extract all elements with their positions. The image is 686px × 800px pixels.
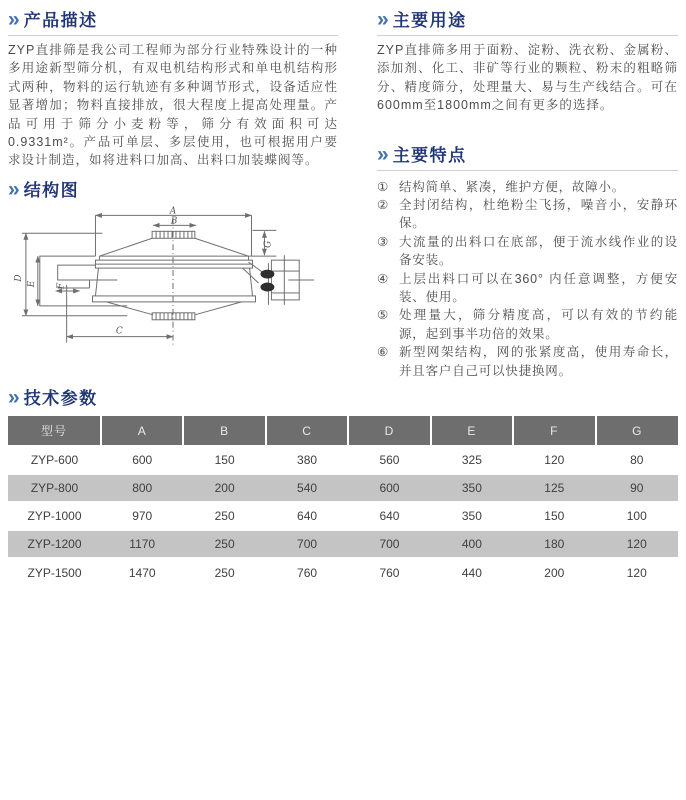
- section-divider: [377, 35, 678, 36]
- section-divider: [377, 170, 678, 171]
- value-cell: 200: [513, 558, 595, 586]
- value-cell: 640: [266, 502, 348, 530]
- model-cell: ZYP-1500: [8, 558, 101, 586]
- section-title: 结构图: [23, 180, 80, 200]
- value-cell: 700: [348, 530, 430, 558]
- column-header: A: [101, 416, 183, 446]
- value-cell: 540: [266, 474, 348, 502]
- tech-params-table: [8, 416, 678, 586]
- value-cell: 970: [101, 502, 183, 530]
- value-cell: 440: [431, 558, 513, 586]
- value-cell: 180: [513, 530, 595, 558]
- value-cell: 120: [513, 446, 595, 474]
- column-header: E: [431, 416, 513, 446]
- clamp-bolt: [260, 269, 274, 278]
- model-cell: ZYP-800: [8, 474, 101, 502]
- value-cell: 250: [183, 558, 265, 586]
- table-row: [8, 474, 678, 502]
- value-cell: 1170: [101, 530, 183, 558]
- section-title: 产品描述: [23, 11, 98, 30]
- double-chevron-icon: »: [8, 386, 17, 410]
- dim-label-d: D: [13, 274, 24, 282]
- value-cell: 250: [183, 502, 265, 530]
- value-cell: 600: [101, 446, 183, 474]
- value-cell: 200: [183, 474, 265, 502]
- features-list: [377, 178, 678, 380]
- dim-label-g: G: [263, 240, 274, 248]
- feature-number: ①: [377, 179, 390, 194]
- value-cell: 120: [596, 558, 678, 586]
- right-column: [377, 10, 678, 380]
- product-description-text: ZYP直排筛是我公司工程师为部分行业特殊设计的一种多用途新型筛分机，有双电机结构形式和单电机结构形式两种，物料的运行轨迹有多种调节形式，设备适应性显著增加；物料直接排放，很大程度上提高处理量。产品可用于筛分小麦粉等，筛分有效面积可达0.9331m²。产品可单层、多层使用，也可根据用户要求设计制造，如将进料口加高、出料口加装蝶阀等。: [8, 43, 338, 168]
- value-cell: 760: [348, 558, 430, 586]
- table-row: [8, 446, 678, 474]
- feature-text: 大流量的出料口在底部，便于流水线作业的设备安装。: [399, 234, 678, 268]
- feature-number: ⑥: [377, 345, 390, 360]
- table-header-row: [8, 416, 678, 446]
- table-row: [8, 558, 678, 586]
- column-header: 型号: [8, 416, 101, 446]
- section-header-main-uses: [377, 10, 678, 32]
- column-header: F: [513, 416, 595, 446]
- value-cell: 800: [101, 474, 183, 502]
- value-cell: 640: [348, 502, 430, 530]
- feature-text: 上层出料口可以在360° 内任意调整，方便安装、使用。: [399, 271, 678, 305]
- table-row: [8, 502, 678, 530]
- section-header-product-description: [8, 10, 338, 32]
- value-cell: 400: [431, 530, 513, 558]
- feature-text: 结构简单、紧凑，维护方便，故障小。: [399, 179, 626, 194]
- feature-number: ②: [377, 198, 390, 213]
- value-cell: 350: [431, 474, 513, 502]
- value-cell: 125: [513, 474, 595, 502]
- dim-label-c: C: [115, 326, 123, 337]
- list-item: [377, 270, 678, 307]
- column-header: D: [348, 416, 430, 446]
- section-title: 主要用途: [392, 11, 467, 30]
- list-item: [377, 196, 678, 233]
- feature-text: 处理量大，筛分精度高，可以有效的节约能源，起到事半功倍的效果。: [399, 308, 678, 341]
- left-column: [8, 10, 338, 380]
- feature-number: ③: [377, 234, 390, 249]
- list-item: [377, 178, 678, 196]
- value-cell: 325: [431, 446, 513, 474]
- model-cell: ZYP-600: [8, 446, 101, 474]
- main-uses-text: ZYP直排筛多用于面粉、淀粉、洗衣粉、金属粉、添加剂、化工、非矿等行业的颗粒、粉末的粗略筛分、精度筛分，处理量大、易与生产线结合。可在600mm至1800mm之间有更多的选择。: [377, 43, 678, 113]
- dim-label-b: B: [170, 216, 178, 227]
- section-technical-parameters: [8, 388, 678, 586]
- column-header: C: [266, 416, 348, 446]
- value-cell: 760: [266, 558, 348, 586]
- value-cell: 100: [596, 502, 678, 530]
- value-cell: 380: [266, 446, 348, 474]
- model-cell: ZYP-1200: [8, 530, 101, 558]
- list-item: [377, 343, 678, 380]
- column-header: G: [596, 416, 678, 446]
- value-cell: 700: [266, 530, 348, 558]
- model-cell: ZYP-1000: [8, 502, 101, 530]
- value-cell: 350: [431, 502, 513, 530]
- section-title: 技术参数: [23, 389, 98, 409]
- dim-label-e: E: [26, 280, 37, 288]
- list-item: [377, 233, 678, 270]
- two-column-area: [8, 10, 678, 380]
- value-cell: 150: [513, 502, 595, 530]
- section-header-features: [377, 142, 678, 167]
- double-chevron-icon: »: [377, 142, 386, 166]
- value-cell: 90: [596, 474, 678, 502]
- value-cell: 560: [348, 446, 430, 474]
- dim-label-f: F: [56, 282, 67, 289]
- feature-number: ④: [377, 271, 390, 286]
- double-chevron-icon: »: [8, 177, 17, 201]
- value-cell: 1470: [101, 558, 183, 586]
- dim-label-a: A: [169, 206, 177, 217]
- value-cell: 150: [183, 446, 265, 474]
- section-header-structure: [8, 177, 338, 202]
- value-cell: 600: [348, 474, 430, 502]
- structure-diagram: [8, 204, 338, 364]
- value-cell: 120: [596, 530, 678, 558]
- clamp-bolt: [260, 282, 274, 291]
- double-chevron-icon: »: [377, 8, 386, 31]
- section-divider: [8, 35, 338, 36]
- section-title: 主要特点: [392, 145, 467, 165]
- feature-text: 新型网架结构，网的张紧度高，使用寿命长，并且客户自己可以快捷换网。: [399, 345, 678, 378]
- double-chevron-icon: »: [8, 8, 17, 31]
- value-cell: 80: [596, 446, 678, 474]
- section-header-tech-params: [8, 388, 678, 410]
- table-row: [8, 530, 678, 558]
- feature-text: 全封闭结构，杜绝粉尘飞扬，噪音小，安静环保。: [399, 198, 678, 231]
- list-item: [377, 306, 678, 343]
- value-cell: 250: [183, 530, 265, 558]
- feature-number: ⑤: [377, 308, 390, 323]
- column-header: B: [183, 416, 265, 446]
